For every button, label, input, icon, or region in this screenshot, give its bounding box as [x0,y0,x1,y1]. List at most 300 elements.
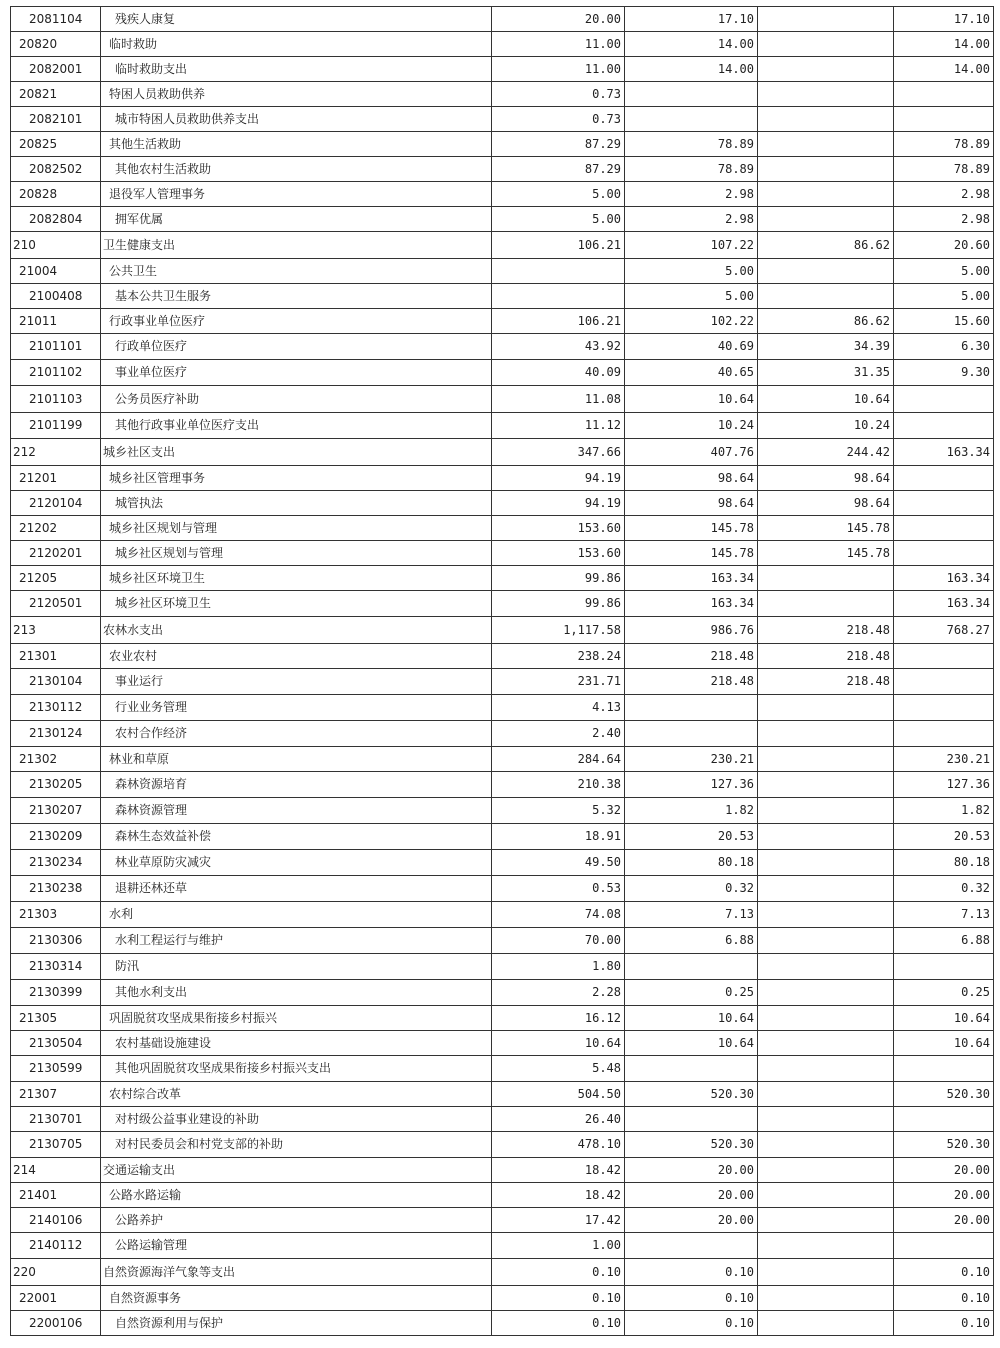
row-name: 城乡社区管理事务 [101,466,492,491]
row-code: 2130599 [11,1056,101,1082]
table-row [11,107,994,132]
table-row [11,57,994,82]
table-row [11,207,994,232]
row-value-1: 18.91 [492,824,625,850]
row-name: 公共卫生 [101,259,492,284]
row-value-2 [625,1056,758,1082]
row-name: 城乡社区规划与管理 [101,516,492,541]
row-value-4 [894,516,994,541]
row-code: 2101101 [11,334,101,360]
row-value-4: 20.00 [894,1183,994,1208]
row-value-1: 99.86 [492,591,625,617]
table-row [11,334,994,360]
row-name: 农村综合改革 [101,1082,492,1107]
row-value-3: 98.64 [758,491,894,516]
row-name: 农村基础设施建设 [101,1031,492,1056]
row-name: 公路养护 [101,1208,492,1233]
row-value-1: 16.12 [492,1006,625,1031]
row-name: 森林生态效益补偿 [101,824,492,850]
row-value-2 [625,107,758,132]
row-value-3 [758,824,894,850]
row-value-1: 18.42 [492,1158,625,1183]
row-code: 2130205 [11,772,101,798]
row-code: 2130399 [11,980,101,1006]
row-value-4: 6.88 [894,928,994,954]
row-value-1: 238.24 [492,644,625,669]
row-code: 210 [11,232,101,259]
row-value-4: 14.00 [894,57,994,82]
row-value-1: 153.60 [492,541,625,566]
row-code: 2130112 [11,695,101,721]
row-value-4: 2.98 [894,207,994,232]
row-value-3 [758,695,894,721]
row-name: 残疾人康复 [101,7,492,32]
table-row [11,413,994,439]
row-code: 21011 [11,309,101,334]
row-value-4: 5.00 [894,259,994,284]
row-value-1 [492,284,625,309]
row-value-3 [758,928,894,954]
table-row [11,1208,994,1233]
row-name: 基本公共卫生服务 [101,284,492,309]
row-value-2: 98.64 [625,491,758,516]
row-value-3 [758,1233,894,1259]
row-name: 退耕还林还草 [101,876,492,902]
row-name: 森林资源培育 [101,772,492,798]
row-value-3 [758,284,894,309]
row-value-1: 0.10 [492,1311,625,1336]
row-value-2: 1.82 [625,798,758,824]
table-row [11,1311,994,1336]
row-code: 21307 [11,1082,101,1107]
row-value-2: 10.24 [625,413,758,439]
row-name: 巩固脱贫攻坚成果衔接乡村振兴 [101,1006,492,1031]
row-value-2: 986.76 [625,617,758,644]
row-value-3 [758,1311,894,1336]
row-value-2: 98.64 [625,466,758,491]
row-value-1: 0.53 [492,876,625,902]
row-name: 水利工程运行与维护 [101,928,492,954]
row-value-1: 1.00 [492,1233,625,1259]
row-code: 2130234 [11,850,101,876]
table-row [11,617,994,644]
row-value-2: 5.00 [625,284,758,309]
row-value-1: 11.12 [492,413,625,439]
row-name: 城乡社区支出 [101,439,492,466]
row-value-3 [758,591,894,617]
row-value-3 [758,82,894,107]
row-name: 林业草原防灾减灾 [101,850,492,876]
table-row [11,1183,994,1208]
row-value-2: 78.89 [625,157,758,182]
row-name: 公路水路运输 [101,1183,492,1208]
row-value-2: 520.30 [625,1082,758,1107]
row-value-3 [758,1259,894,1286]
row-name: 农业农村 [101,644,492,669]
row-value-2: 17.10 [625,7,758,32]
row-value-4: 20.00 [894,1158,994,1183]
row-value-2: 14.00 [625,32,758,57]
row-name: 城乡社区环境卫生 [101,566,492,591]
row-value-2 [625,1233,758,1259]
row-value-1: 0.10 [492,1286,625,1311]
row-value-3: 86.62 [758,309,894,334]
row-code: 2082502 [11,157,101,182]
row-value-2: 20.00 [625,1183,758,1208]
table-row [11,132,994,157]
row-value-4: 10.64 [894,1031,994,1056]
row-value-1: 20.00 [492,7,625,32]
row-code: 2081104 [11,7,101,32]
row-value-3 [758,132,894,157]
table-row [11,182,994,207]
row-value-3 [758,7,894,32]
row-name: 对村级公益事业建设的补助 [101,1107,492,1132]
table-row [11,1132,994,1158]
row-value-1: 210.38 [492,772,625,798]
table-row [11,1006,994,1031]
row-value-3 [758,1056,894,1082]
row-code: 2140112 [11,1233,101,1259]
row-name: 农林水支出 [101,617,492,644]
row-value-3: 218.48 [758,644,894,669]
row-value-3 [758,1107,894,1132]
row-value-4: 0.32 [894,876,994,902]
row-code: 213 [11,617,101,644]
row-value-2: 20.53 [625,824,758,850]
row-value-2: 218.48 [625,644,758,669]
row-value-1: 26.40 [492,1107,625,1132]
table-row [11,1082,994,1107]
row-name: 其他生活救助 [101,132,492,157]
row-value-4: 163.34 [894,591,994,617]
row-value-2: 230.21 [625,747,758,772]
table-row [11,7,994,32]
row-value-1: 106.21 [492,309,625,334]
row-name: 农村合作经济 [101,721,492,747]
row-value-4: 20.00 [894,1208,994,1233]
row-code: 220 [11,1259,101,1286]
row-value-2: 145.78 [625,541,758,566]
table-row [11,1107,994,1132]
row-name: 林业和草原 [101,747,492,772]
table-row [11,1056,994,1082]
table-row [11,902,994,928]
row-value-4: 14.00 [894,32,994,57]
budget-table [10,6,994,1336]
row-value-4: 127.36 [894,772,994,798]
row-name: 临时救助 [101,32,492,57]
row-value-2: 0.32 [625,876,758,902]
row-code: 2130207 [11,798,101,824]
row-code: 2130209 [11,824,101,850]
row-value-4 [894,491,994,516]
row-value-4: 768.27 [894,617,994,644]
table-row [11,386,994,413]
row-code: 2120104 [11,491,101,516]
row-value-4 [894,1056,994,1082]
row-value-1: 87.29 [492,157,625,182]
row-value-4: 6.30 [894,334,994,360]
row-value-4: 0.10 [894,1286,994,1311]
row-name: 交通运输支出 [101,1158,492,1183]
row-value-1: 5.32 [492,798,625,824]
row-value-4: 10.64 [894,1006,994,1031]
row-value-4: 78.89 [894,157,994,182]
row-code: 21202 [11,516,101,541]
row-value-3 [758,259,894,284]
row-value-3 [758,1132,894,1158]
row-name: 卫生健康支出 [101,232,492,259]
row-code: 2130705 [11,1132,101,1158]
row-value-3 [758,1286,894,1311]
row-value-2: 20.00 [625,1208,758,1233]
row-value-2: 127.36 [625,772,758,798]
row-value-2: 40.65 [625,360,758,386]
row-value-3 [758,772,894,798]
row-code: 21201 [11,466,101,491]
table-row [11,644,994,669]
table-row [11,1031,994,1056]
row-value-1: 70.00 [492,928,625,954]
row-name: 拥军优属 [101,207,492,232]
row-value-4: 520.30 [894,1082,994,1107]
row-value-2: 10.64 [625,1031,758,1056]
row-value-4: 80.18 [894,850,994,876]
table-row [11,466,994,491]
row-value-4 [894,695,994,721]
row-value-2: 6.88 [625,928,758,954]
row-code: 21303 [11,902,101,928]
table-row [11,439,994,466]
table-row [11,32,994,57]
table-row [11,516,994,541]
row-value-1: 17.42 [492,1208,625,1233]
row-value-4: 2.98 [894,182,994,207]
row-value-4 [894,1233,994,1259]
row-value-3 [758,1208,894,1233]
row-value-3 [758,57,894,82]
row-value-4: 0.25 [894,980,994,1006]
row-value-1: 2.28 [492,980,625,1006]
row-value-1: 43.92 [492,334,625,360]
row-value-1: 504.50 [492,1082,625,1107]
row-name: 公路运输管理 [101,1233,492,1259]
row-code: 21004 [11,259,101,284]
row-name: 自然资源事务 [101,1286,492,1311]
row-code: 20820 [11,32,101,57]
row-name: 行政事业单位医疗 [101,309,492,334]
row-value-4 [894,1107,994,1132]
table-row [11,1158,994,1183]
row-code: 22001 [11,1286,101,1311]
row-value-3 [758,850,894,876]
row-code: 2130124 [11,721,101,747]
row-value-4 [894,386,994,413]
table-row [11,747,994,772]
row-value-3: 10.64 [758,386,894,413]
table-row [11,284,994,309]
row-code: 2200106 [11,1311,101,1336]
row-value-4: 0.10 [894,1259,994,1286]
row-value-4 [894,644,994,669]
row-value-1: 0.73 [492,82,625,107]
row-value-1 [492,259,625,284]
row-value-1: 231.71 [492,669,625,695]
row-value-2: 218.48 [625,669,758,695]
row-value-4 [894,466,994,491]
row-value-4: 163.34 [894,439,994,466]
row-name: 对村民委员会和村党支部的补助 [101,1132,492,1158]
row-name: 其他行政事业单位医疗支出 [101,413,492,439]
row-value-2: 10.64 [625,386,758,413]
row-value-1: 2.40 [492,721,625,747]
row-value-3 [758,798,894,824]
table-row [11,850,994,876]
row-code: 2120501 [11,591,101,617]
row-value-3 [758,902,894,928]
table-row [11,566,994,591]
table-row [11,876,994,902]
row-value-3 [758,721,894,747]
row-value-4: 17.10 [894,7,994,32]
row-code: 2130314 [11,954,101,980]
table-row [11,232,994,259]
row-value-4 [894,669,994,695]
row-value-3: 145.78 [758,541,894,566]
row-value-2 [625,1107,758,1132]
row-code: 21205 [11,566,101,591]
row-value-2: 163.34 [625,591,758,617]
row-value-4: 230.21 [894,747,994,772]
row-code: 2130238 [11,876,101,902]
row-value-4: 163.34 [894,566,994,591]
row-value-2: 10.64 [625,1006,758,1031]
row-value-1: 74.08 [492,902,625,928]
row-value-1: 94.19 [492,491,625,516]
row-value-3: 145.78 [758,516,894,541]
row-code: 20825 [11,132,101,157]
row-value-2: 0.10 [625,1259,758,1286]
row-code: 2082001 [11,57,101,82]
row-value-2: 145.78 [625,516,758,541]
row-value-1: 5.00 [492,207,625,232]
row-value-2: 163.34 [625,566,758,591]
table-row [11,772,994,798]
row-code: 2140106 [11,1208,101,1233]
row-name: 行政单位医疗 [101,334,492,360]
row-value-2 [625,695,758,721]
row-value-1: 10.64 [492,1031,625,1056]
row-value-4 [894,721,994,747]
row-value-2: 40.69 [625,334,758,360]
row-value-1: 87.29 [492,132,625,157]
row-value-1: 106.21 [492,232,625,259]
table-row [11,591,994,617]
row-value-1: 94.19 [492,466,625,491]
row-code: 2130701 [11,1107,101,1132]
row-code: 2130104 [11,669,101,695]
row-value-4: 78.89 [894,132,994,157]
row-value-3 [758,182,894,207]
row-code: 21401 [11,1183,101,1208]
row-value-3: 31.35 [758,360,894,386]
row-code: 21305 [11,1006,101,1031]
row-value-2: 14.00 [625,57,758,82]
row-value-4 [894,82,994,107]
row-value-4 [894,541,994,566]
table-row [11,82,994,107]
row-value-2 [625,954,758,980]
row-value-3 [758,107,894,132]
row-value-1: 49.50 [492,850,625,876]
row-value-1: 4.13 [492,695,625,721]
row-value-4: 5.00 [894,284,994,309]
table-row [11,491,994,516]
table-row [11,798,994,824]
table-row [11,695,994,721]
row-value-2: 20.00 [625,1158,758,1183]
row-value-1: 0.73 [492,107,625,132]
row-code: 2101103 [11,386,101,413]
row-name: 事业单位医疗 [101,360,492,386]
row-name: 城市特困人员救助供养支出 [101,107,492,132]
budget-table-body [11,7,994,1336]
row-value-3 [758,1158,894,1183]
row-value-2: 520.30 [625,1132,758,1158]
table-row [11,954,994,980]
row-name: 自然资源海洋气象等支出 [101,1259,492,1286]
row-name: 城管执法 [101,491,492,516]
row-name: 城乡社区环境卫生 [101,591,492,617]
row-value-4: 520.30 [894,1132,994,1158]
table-row [11,360,994,386]
table-row [11,1286,994,1311]
row-value-1: 153.60 [492,516,625,541]
row-value-4: 7.13 [894,902,994,928]
row-code: 212 [11,439,101,466]
row-code: 214 [11,1158,101,1183]
row-value-4 [894,107,994,132]
row-value-4: 20.53 [894,824,994,850]
row-value-2 [625,82,758,107]
row-value-2: 2.98 [625,207,758,232]
row-value-3 [758,1183,894,1208]
row-code: 21301 [11,644,101,669]
row-value-3 [758,566,894,591]
row-code: 21302 [11,747,101,772]
row-value-1: 284.64 [492,747,625,772]
row-name: 退役军人管理事务 [101,182,492,207]
table-row [11,1259,994,1286]
row-value-1: 11.08 [492,386,625,413]
row-code: 2101102 [11,360,101,386]
table-row [11,1233,994,1259]
row-value-2: 2.98 [625,182,758,207]
row-value-4: 20.60 [894,232,994,259]
row-code: 2130306 [11,928,101,954]
row-value-2: 107.22 [625,232,758,259]
row-name: 其他巩固脱贫攻坚成果衔接乡村振兴支出 [101,1056,492,1082]
table-row [11,157,994,182]
row-name: 其他农村生活救助 [101,157,492,182]
row-value-3 [758,1031,894,1056]
row-value-3 [758,32,894,57]
row-value-3: 86.62 [758,232,894,259]
row-value-1: 1.80 [492,954,625,980]
row-name: 行业业务管理 [101,695,492,721]
row-name: 公务员医疗补助 [101,386,492,413]
